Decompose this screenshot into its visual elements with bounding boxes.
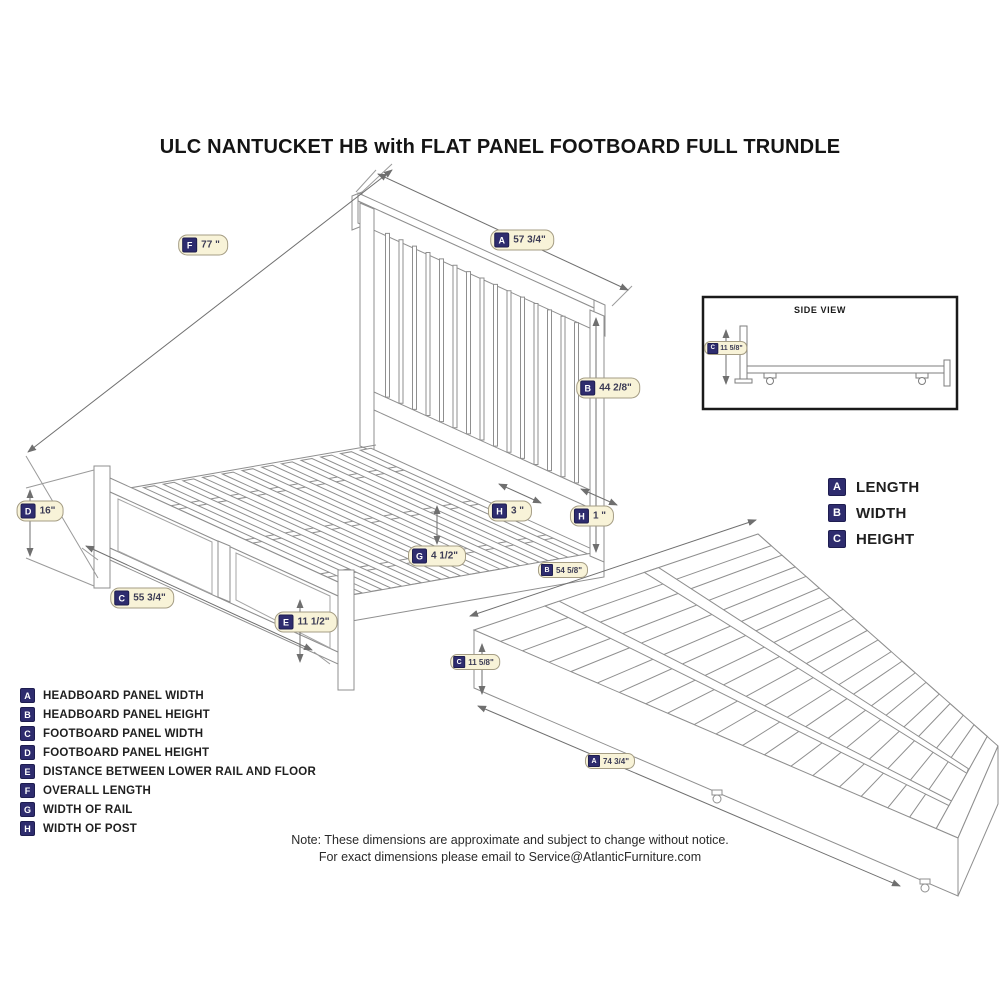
legend-letter-badge: H (20, 821, 35, 836)
legend-letter-badge: G (20, 802, 35, 817)
size-legend-item-width: B WIDTH (828, 504, 919, 522)
dim-letter-badge: B (541, 564, 553, 576)
dim-trundle-height: C 11 5/8" (450, 654, 500, 670)
dim-rail-width: G 4 1/2" (408, 546, 466, 567)
dim-sideview-height: C 11 5/8" (704, 341, 747, 355)
dim-footboard-width: C 55 3/4" (110, 588, 174, 609)
dim-letter-badge: D (21, 504, 36, 519)
dim-letter-badge: H (574, 509, 589, 524)
dim-headboard-height: B 44 2/8" (576, 378, 640, 399)
legend-item: F OVERALL LENGTH (20, 783, 316, 798)
dim-rail-to-floor: E 11 1/2" (275, 612, 338, 633)
dim-trundle-length: A 74 3/4" (585, 753, 635, 769)
dim-letter-badge: A (588, 755, 600, 767)
dim-letter-badge: B (580, 381, 595, 396)
legend-letter-badge: C (828, 530, 846, 548)
legend-letter-badge: A (828, 478, 846, 496)
legend-letter-badge: D (20, 745, 35, 760)
legend-letter-badge: A (20, 688, 35, 703)
dim-letter-badge: C (707, 343, 718, 354)
legend-item: C FOOTBOARD PANEL WIDTH (20, 726, 316, 741)
legend-item: A HEADBOARD PANEL WIDTH (20, 688, 316, 703)
legend-item: E DISTANCE BETWEEN LOWER RAIL AND FLOOR (20, 764, 316, 779)
size-legend-item-length: A LENGTH (828, 478, 919, 496)
disclaimer-line-2: For exact dimensions please email to Service@AtlanticFurniture.com (318, 849, 702, 864)
dim-trundle-width: B 54 5/8" (538, 562, 588, 578)
dim-letter-badge: G (412, 549, 427, 564)
dim-letter-badge: E (279, 615, 294, 630)
legend-item: G WIDTH OF RAIL (20, 802, 316, 817)
legend-item: B HEADBOARD PANEL HEIGHT (20, 707, 316, 722)
disclaimer-note (250, 832, 770, 866)
dim-headboard-width: A 57 3/4" (490, 230, 554, 251)
legend-letter-badge: F (20, 783, 35, 798)
disclaimer-line-1: Note: These dimensions are approximate and subject to change without notice. (291, 833, 729, 847)
dim-post-width-1: H 1 " (570, 506, 614, 527)
legend-letter-badge: C (20, 726, 35, 741)
side-view-title: SIDE VIEW (794, 305, 846, 315)
dim-footboard-height: D 16" (17, 501, 64, 522)
dim-letter-badge: C (453, 656, 465, 668)
dim-overall-length: F 77 " (178, 235, 228, 256)
dim-letter-badge: F (182, 238, 197, 253)
legend-letter-badge: E (20, 764, 35, 779)
legend-item: D FOOTBOARD PANEL HEIGHT (20, 745, 316, 760)
page-title: ULC NANTUCKET HB with FLAT PANEL FOOTBOARD FULL TRUNDLE (159, 136, 841, 158)
size-legend (828, 478, 919, 548)
dimension-key-legend (20, 688, 316, 836)
dim-letter-badge: A (494, 233, 509, 248)
size-legend-item-height: C HEIGHT (828, 530, 919, 548)
dim-post-width-3: H 3 " (488, 501, 532, 522)
dim-letter-badge: H (492, 504, 507, 519)
legend-letter-badge: B (828, 504, 846, 522)
dim-letter-badge: C (114, 591, 129, 606)
legend-item: H WIDTH OF POST (20, 821, 316, 836)
legend-letter-badge: B (20, 707, 35, 722)
